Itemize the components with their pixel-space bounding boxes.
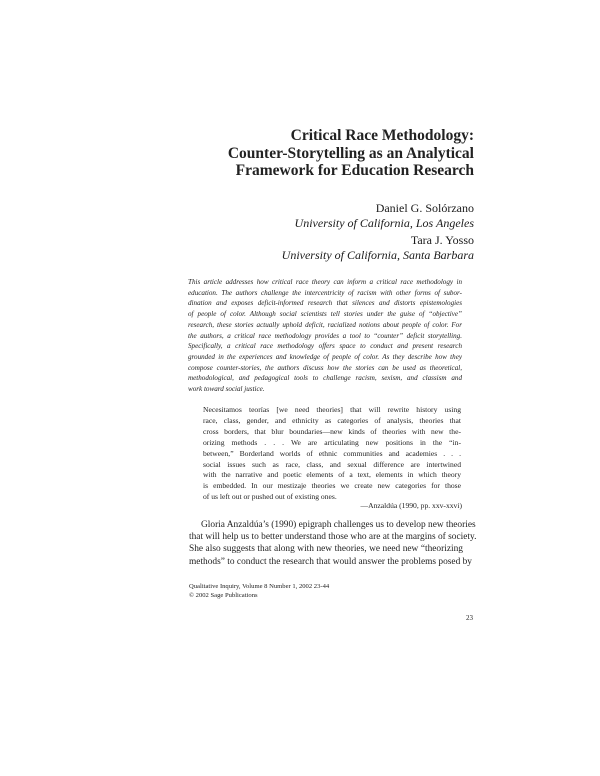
abstract <box>188 277 462 395</box>
author-name: Tara J. Yosso <box>410 233 474 247</box>
abstract-line: Specifically, a critical race methodology offers space to conduct and present research <box>188 342 462 351</box>
abstract-line: This article addresses how critical race theory can inform a critical race methodology in <box>188 278 462 286</box>
body-line: methods” to conduct the research that would answer the problems posed by <box>189 556 472 567</box>
body-line: She also suggests that along with new theories, we need new “theorizing <box>189 544 463 555</box>
epigraph <box>203 405 461 503</box>
title-line-2: Counter-Storytelling as an Analytical <box>227 144 474 162</box>
epigraph-line: with the narrative and poetic elements of a text, elements in which theory <box>203 470 461 480</box>
author-block <box>282 201 474 263</box>
author-name: Daniel G. Solórzano <box>375 201 474 215</box>
page-number: 23 <box>466 614 473 622</box>
article-title <box>228 127 474 180</box>
epigraph-line: Necesitamos teorías [we need theories] that will rewrite history using <box>203 405 461 414</box>
epigraph-line: social issues such as race, class, and sexual difference are intertwined <box>203 459 461 469</box>
body-paragraph <box>189 519 477 568</box>
copyright-notice: © 2002 Sage Publications <box>189 592 258 599</box>
epigraph-line: is embedded. In our mestizaje theories we create new categories for those <box>203 481 461 491</box>
body-line: Gloria Anzaldúa’s (1990) epigraph challenges us to develop new theories <box>201 520 476 530</box>
epigraph-line: cross borders, that blur boundaries—new kinds of theories with new the- <box>203 426 461 436</box>
title-line-1: Critical Race Methodology: <box>290 127 474 144</box>
epigraph-line: between,” Borderland worlds of ethnic communities and academies . . . <box>203 448 461 458</box>
epigraph-line: of us left out or pushed out of existing ones. <box>203 492 337 502</box>
author-affiliation: University of California, Los Angeles <box>294 216 474 230</box>
epigraph-line: race, class, gender, and ethnicity as categories of analysis, theories that <box>203 415 461 425</box>
abstract-line: methodological, and pedagogical tools to challenge racism, sexism, and classism and <box>188 374 462 383</box>
abstract-line: grounded in the experiences and knowledge of people of color. As they describe how they <box>188 352 462 361</box>
abstract-line: the authors, a critical race methodology provides a tool to “counter” deficit storytelling. <box>188 331 462 340</box>
publication-info <box>189 582 329 600</box>
abstract-line: education. The authors challenge the intercentricity of racism with other forms of subor- <box>188 288 462 297</box>
title-line-3: Framework for Education Research <box>235 162 474 179</box>
abstract-line: work toward social justice. <box>188 385 265 394</box>
epigraph-line: orizing methods . . . We are articulating new positions in the “in- <box>203 437 461 447</box>
epigraph-attribution: —Anzaldúa (1990, pp. xxv-xxvi) <box>360 501 462 510</box>
journal-citation: Qualitative Inquiry, Volume 8 Number 1, 2002 23-44 <box>189 583 330 590</box>
abstract-line: compose counter-stories, the authors discuss how the stories can be used as theoretical, <box>188 363 462 372</box>
body-line: that will help us to better understand those who are at the margins of society. <box>189 532 477 543</box>
abstract-line: of people of color. Although social scientists tell stories under the guise of “objective” <box>188 310 462 319</box>
abstract-line: research, these stories actually uphold deficit, racialized notions about people of color. For <box>188 320 462 329</box>
author-affiliation: University of California, Santa Barbara <box>281 248 474 262</box>
abstract-line: dination and exposes deficit-informed research that silences and distorts epistemologies <box>188 299 462 308</box>
